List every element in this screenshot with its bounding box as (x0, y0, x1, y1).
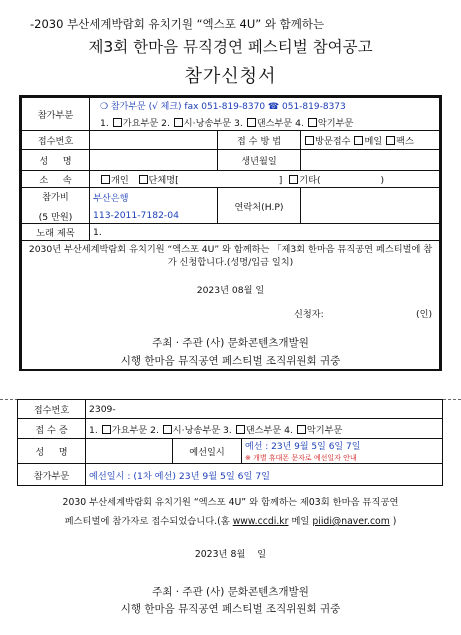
option-label: 가요부문 2. (122, 118, 173, 129)
receipt-organizer-line: 시행 한마음 뮤직공연 페스티벌 조직위원회 귀중 (120, 603, 341, 615)
affiliation-option: 기타( (299, 175, 321, 186)
method-checkbox-fax[interactable] (386, 136, 395, 145)
homepage-link[interactable]: www.ccdi.kr (232, 516, 289, 527)
confirmation-line-1: 2030 부산세계박람회 유치기원 “엑스포 4U” 와 함께하는 제03회 한마음 뮤직공연 (62, 497, 399, 508)
seal-mark: (인) (416, 309, 433, 320)
prelim-label: 예선일시 (173, 439, 242, 464)
receipt-table (17, 399, 443, 486)
receipt-host-line: 주최 · 주관 (사) 문화콘텐츠개발원 (152, 586, 309, 598)
category-checkbox-dance[interactable] (247, 118, 256, 127)
contact-label: 연락처(H.P) (218, 188, 301, 224)
host-line: 주최 · 주관 (사) 문화콘텐츠개발원 (152, 337, 309, 349)
affiliation-label: 소 속 (22, 171, 90, 188)
receipt-checkbox-instrument[interactable] (297, 425, 306, 434)
option-number: 1. (89, 424, 101, 436)
declaration-cell (22, 241, 440, 371)
option-label: 시·낭송부문 3. (172, 424, 235, 436)
song-field[interactable]: 1. (90, 224, 440, 241)
declaration-text: 2030년 부산세계박람회 유치기원 “엑스포 4U” 와 함께하는 「제3회 한마음 뮤직공연 페스티벌에 참가 신청합니다.(성명/입금 일치) (28, 244, 433, 268)
account-number: 113-2011-7182-04 (93, 210, 179, 221)
affiliation-cell (90, 171, 440, 188)
receipt-checkbox-dance[interactable] (236, 425, 245, 434)
category-note: ❍ 참가부문 (√ 체크) fax 051-819-8370 ☎ 051-819-8373 (100, 102, 346, 112)
application-table (21, 97, 440, 371)
method-checkbox-visit[interactable] (305, 136, 314, 145)
section-label: 참가부문 (18, 464, 86, 486)
option-label: 시·낭송부문 3. (183, 118, 246, 129)
receipt-method-cell (301, 131, 440, 150)
receipt-date: 2023년 8월 일 (194, 549, 267, 560)
form-title: 참가신청서 (184, 66, 277, 87)
category-options (100, 115, 436, 129)
option-label: 댄스부문 4. (245, 424, 296, 436)
category-cell (90, 98, 440, 131)
email-link[interactable]: piidi@naver.com (312, 516, 390, 527)
confirmation-text: 메일 (288, 516, 313, 527)
option-label: 댄스부문 4. (256, 118, 307, 129)
bank-cell (90, 188, 218, 224)
application-date: 2023년 08월 일 (196, 285, 265, 296)
event-subtitle: -2030 부산세계박람회 유치기원 “엑스포 4U” 와 함께하는 (30, 17, 325, 31)
receipt-method-label: 접 수 방 법 (218, 131, 301, 150)
method-checkbox-mail[interactable] (354, 136, 363, 145)
category-label: 참가부분 (22, 98, 90, 131)
receipt-checkbox-vocal[interactable] (102, 425, 111, 434)
affiliation-option: 개인 (111, 175, 129, 186)
category-checkbox-instrument[interactable] (308, 118, 317, 127)
affiliation-option: ] (278, 175, 283, 186)
bank-name: 부산은행 (93, 193, 129, 204)
receipt-category-label: 접 수 증 (18, 419, 86, 439)
receipt-name-label: 성 명 (18, 439, 86, 464)
confirmation-text: 페스티벌에 참가자로 접수되었습니다.(홈 (64, 516, 233, 527)
affiliation-option: ) (380, 175, 385, 186)
receipt-category-cell (86, 419, 443, 439)
confirmation-text: ) (389, 516, 397, 527)
section-value: 예선일시 : (1차 예선) 23년 9월 5일 6일 7일 (86, 464, 443, 486)
category-checkbox-poetry[interactable] (174, 118, 183, 127)
birth-label: 생년월일 (218, 150, 301, 171)
fee-label (22, 188, 90, 224)
receipt-checkbox-poetry[interactable] (163, 425, 172, 434)
method-label: 방문접수 (315, 136, 351, 147)
option-label: 악기부문 (317, 118, 354, 129)
fee-label-line: (5 만원) (38, 211, 73, 223)
receipt-no-label: 접수번호 (22, 131, 90, 150)
category-checkbox-vocal[interactable] (113, 118, 122, 127)
name-label: 성 명 (22, 150, 90, 171)
prelim-value: 예선 : 23년 9월 5일 6일 7일 (245, 442, 361, 452)
affiliation-option: 단체명[ (148, 175, 179, 186)
option-label: 가요부문 2. (111, 424, 162, 436)
receipt-name-field[interactable] (86, 439, 173, 464)
receipt-no-label: 접수번호 (18, 400, 86, 419)
method-label: 메일 (364, 136, 383, 147)
affiliation-checkbox-individual[interactable] (101, 175, 110, 184)
receipt-no-field[interactable] (90, 131, 218, 150)
option-label: 악기부문 (306, 424, 343, 436)
birth-field[interactable] (301, 150, 440, 171)
event-title: 제3회 한마음 뮤직경연 페스티벌 참여공고 (88, 38, 373, 56)
contact-field[interactable] (301, 188, 440, 224)
prelim-note: ※ 개별 휴대폰 문자로 예선일자 안내 (245, 454, 357, 462)
affiliation-checkbox-other[interactable] (289, 175, 298, 184)
prelim-cell (242, 439, 443, 464)
method-label: 팩스 (396, 136, 414, 147)
fee-label-line: 참가비 (42, 191, 69, 203)
application-form (19, 95, 442, 371)
name-field[interactable] (90, 150, 218, 171)
applicant-label: 신청자: (294, 309, 324, 320)
affiliation-checkbox-group[interactable] (139, 175, 148, 184)
receipt-no-value[interactable]: 2309- (86, 400, 443, 419)
confirmation-line-2 (0, 513, 461, 527)
option-number: 1. (100, 118, 112, 129)
organizer-line: 시행 한마음 뮤직공연 페스티벌 조직위원회 귀중 (120, 355, 341, 367)
song-label: 노래 제목 (22, 224, 90, 241)
